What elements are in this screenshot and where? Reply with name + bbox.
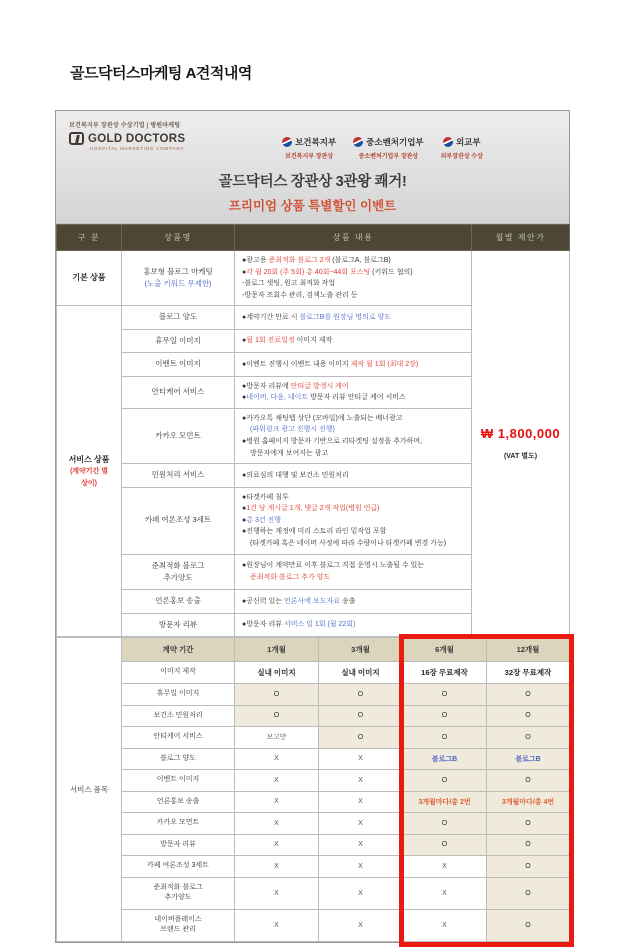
matrix-row-label: 안티케어 서비스	[122, 727, 235, 749]
badge-header	[282, 136, 336, 148]
text-segment: 기본 상품	[72, 273, 106, 283]
text-segment: ●광고용	[242, 257, 269, 264]
matrix-value-cell: 블로그B	[487, 748, 570, 770]
product-content-cell	[235, 329, 472, 352]
government-emblem-icon	[443, 137, 453, 147]
matrix-value-cell: X	[235, 813, 319, 835]
text-segment: ●카카오톡 채팅탭 상단 (모바일)에 노출되는 배너광고	[242, 414, 403, 422]
content-line	[242, 424, 464, 436]
matrix-row-label: 이미지 제작	[122, 662, 235, 684]
promo-banner	[56, 111, 569, 224]
text-segment: 방문자 리뷰	[158, 619, 198, 629]
matrix-column-header: 12개월	[487, 638, 570, 662]
name-line	[124, 619, 232, 631]
award-badge	[441, 136, 483, 160]
award-badge	[353, 136, 423, 160]
name-line	[124, 335, 232, 347]
content-line	[242, 560, 464, 572]
matrix-value-cell: X	[319, 770, 403, 792]
text-segment: 언론사에 보도자료	[283, 597, 340, 605]
matrix-value-cell: O	[235, 684, 319, 706]
text-segment: 추가양도	[163, 573, 193, 583]
matrix-value-cell: 3개월마다/총 4번	[487, 791, 570, 813]
content-line	[242, 538, 464, 550]
group-label-line	[58, 453, 120, 467]
matrix-value-cell: X	[403, 856, 487, 878]
table-row	[57, 251, 570, 306]
matrix-value-cell: 16장 무료제작	[403, 662, 487, 684]
products-table-wrap	[56, 224, 569, 637]
text-segment: -블로그 셋팅, 원고 최적화 작업	[242, 280, 336, 288]
text-segment: ●방문자 리뷰	[242, 621, 284, 629]
group-cell	[57, 251, 122, 306]
matrix-value-cell: X	[235, 909, 319, 941]
product-content-cell	[235, 376, 472, 408]
table-row	[57, 662, 570, 684]
award-label: 외부장관상 수상	[440, 154, 483, 160]
gold-doctors-logo-icon	[69, 132, 84, 145]
text-segment: 준최적화 블로그 2개	[268, 257, 331, 264]
text-segment: ●의료심의 대행 및 보건소 민원처리	[242, 471, 349, 479]
text-segment: 휴무일 이미지	[155, 335, 201, 345]
badge-header	[441, 136, 483, 148]
matrix-value-cell: O	[487, 684, 570, 706]
content-line	[242, 255, 464, 267]
table-row	[57, 877, 570, 909]
text-segment: -방문자 조회수 관리, 검색노출 관리 등	[242, 291, 358, 299]
badge-header	[353, 136, 423, 148]
matrix-value-cell: O	[487, 705, 570, 727]
product-name-cell	[122, 613, 235, 636]
text-segment: (블로그A, 블로그B)	[330, 257, 391, 264]
product-name-cell	[122, 464, 235, 487]
matrix-row-label: 카카오 모먼트	[122, 813, 235, 835]
product-name-cell	[122, 487, 235, 554]
table-row	[57, 705, 570, 727]
name-line	[124, 430, 232, 442]
text-segment: ●공신력 있는	[242, 597, 284, 605]
table-row	[57, 791, 570, 813]
matrix-row-label: 준최적화 블로그 추가양도	[122, 877, 235, 909]
matrix-value-cell: O	[319, 705, 403, 727]
matrix-value-cell: X	[403, 877, 487, 909]
matrix-value-cell: O	[487, 909, 570, 941]
text-segment: ●	[242, 337, 247, 345]
plan-matrix-wrap	[56, 637, 569, 942]
name-line	[124, 595, 232, 607]
matrix-value-cell: X	[235, 856, 319, 878]
brand-subtitle: HOSPITAL MARKETING COMPANY	[90, 146, 185, 151]
content-line	[242, 312, 464, 324]
product-content-cell	[235, 590, 472, 613]
header-row	[57, 225, 570, 251]
matrix-value-cell: O	[487, 813, 570, 835]
table-row	[57, 909, 570, 941]
text-segment: 홍보형 블로그 마케팅	[143, 266, 213, 276]
matrix-value-cell: O	[319, 684, 403, 706]
text-segment: 각 월 20회 (주 5회) 총 40회~44회 포스팅	[246, 268, 371, 276]
price-note: (VAT 별도)	[503, 453, 538, 461]
matrix-value-cell: O	[235, 705, 319, 727]
matrix-value-cell: O	[319, 727, 403, 749]
content-line	[242, 335, 464, 347]
matrix-value-cell: 실내 이미지	[235, 662, 319, 684]
group-cell	[57, 306, 122, 637]
name-line	[124, 278, 232, 290]
matrix-header-row	[57, 638, 570, 662]
text-segment: 방문자에게 보여지는 광고	[250, 449, 329, 457]
text-segment: (타겟카페 혹은 네이버 사정에 따라 수량이나 타겟카페 변경 가능)	[250, 540, 447, 548]
content-line	[242, 572, 464, 584]
table-row	[57, 834, 570, 856]
matrix-value-cell: X	[235, 748, 319, 770]
service-items-group-cell: 서비스 품목	[57, 638, 122, 942]
product-content-cell	[235, 408, 472, 463]
table-row	[57, 727, 570, 749]
matrix-value-cell: O	[403, 684, 487, 706]
logo-tagline: 보건복지부 장관상 수상기업 | 병원마케팅	[69, 123, 181, 129]
matrix-value-cell: X	[235, 791, 319, 813]
government-emblem-icon	[282, 137, 292, 147]
product-content-cell	[235, 613, 472, 636]
table-row	[57, 684, 570, 706]
product-content-cell	[235, 487, 472, 554]
logo-block	[69, 120, 185, 151]
matrix-value-cell: O	[403, 813, 487, 835]
award-label: 중소벤처기업부 장관상	[358, 154, 419, 160]
text-segment: ●	[242, 394, 247, 402]
column-header: 상품 내용	[235, 225, 472, 251]
text-segment: ●병원 홈페이지 방문자 기반으로 리타겟팅 설정을 추가하며,	[242, 438, 423, 445]
name-line	[124, 560, 232, 572]
text-segment: ●	[242, 505, 247, 513]
name-line	[124, 358, 232, 370]
column-header: 상품명	[122, 225, 235, 251]
name-line	[124, 514, 232, 526]
product-name-cell	[122, 306, 235, 329]
matrix-value-cell: X	[319, 877, 403, 909]
text-segment: 안티케어 서비스	[151, 386, 205, 396]
table-row	[57, 770, 570, 792]
text-segment: 서비스 일 1회 (월 22회)	[283, 621, 356, 629]
text-segment: 총 3건 진행	[246, 516, 282, 524]
matrix-value-cell: X	[319, 834, 403, 856]
text-segment: 안티글 발생시 케어	[290, 382, 349, 390]
text-segment: 블로그 양도	[158, 312, 198, 322]
matrix-row-label: 보건소 민원처리	[122, 705, 235, 727]
matrix-value-cell: 블로그B	[403, 748, 487, 770]
matrix-value-cell: O	[403, 727, 487, 749]
table-row	[57, 748, 570, 770]
price-cell	[472, 251, 570, 637]
product-content-cell	[235, 554, 472, 590]
matrix-column-header: 1개월	[235, 638, 319, 662]
column-header: 월별 제안가	[472, 225, 570, 251]
matrix-value-cell: O	[487, 727, 570, 749]
text-segment: 송출	[339, 597, 356, 605]
product-content-cell	[235, 464, 472, 487]
banner-headline: 골드닥터스 장관상 3관왕 쾌거!	[218, 174, 407, 190]
content-line	[242, 290, 464, 302]
name-line	[124, 572, 232, 584]
product-name-cell	[122, 408, 235, 463]
product-name-cell	[122, 353, 235, 376]
content-line	[242, 596, 464, 608]
text-segment: 1건 당 게시글 1개, 댓글 2개 작업(병원 언급)	[246, 505, 380, 513]
plan-matrix-table	[56, 637, 570, 942]
content-line	[242, 413, 464, 425]
name-line	[124, 311, 232, 323]
matrix-value-cell: O	[487, 770, 570, 792]
text-segment: ●방문자 리뷰에	[242, 382, 291, 390]
text-segment: 월 1회 진료일정	[246, 337, 295, 345]
table-row	[57, 856, 570, 878]
name-line	[124, 386, 232, 398]
text-segment: 카카오 모먼트	[155, 430, 201, 440]
text-segment: 카페 여론조성 3세트	[144, 515, 212, 525]
content-line	[242, 470, 464, 482]
ministry-name: 보건복지부	[295, 137, 337, 147]
text-segment: 준최적화 블로그 추가 양도	[250, 574, 331, 582]
column-header: 구 분	[57, 225, 122, 251]
product-name-cell	[122, 554, 235, 590]
text-segment: 준최적화 블로그	[151, 560, 205, 570]
text-segment: ●	[242, 268, 247, 276]
text-segment: (키워드 협의)	[370, 268, 413, 276]
group-label-line	[58, 466, 120, 478]
matrix-column-header: 3개월	[319, 638, 403, 662]
matrix-value-cell: O	[403, 770, 487, 792]
matrix-value-cell: X	[319, 813, 403, 835]
matrix-row-label: 휴무일 이미지	[122, 684, 235, 706]
group-label-line	[58, 271, 120, 285]
content-line	[242, 359, 464, 371]
content-line	[242, 278, 464, 290]
matrix-value-cell: 32장 무료제작	[487, 662, 570, 684]
brand-name: GOLD DOCTORS	[88, 132, 186, 145]
group-label-line	[58, 478, 120, 490]
text-segment: 언론홍보 송출	[155, 596, 201, 606]
matrix-value-cell: O	[403, 705, 487, 727]
text-segment: ●타겟카페 침투	[242, 493, 289, 501]
text-segment: 제작 월 1회 (최대 2장)	[350, 360, 419, 368]
content-line	[242, 526, 464, 538]
product-name-cell	[122, 329, 235, 352]
product-content-cell	[235, 353, 472, 376]
ministry-name: 외교부	[455, 137, 481, 147]
matrix-value-cell: X	[235, 877, 319, 909]
content-line	[242, 392, 464, 404]
matrix-value-cell: 실내 이미지	[319, 662, 403, 684]
content-line	[242, 515, 464, 527]
text-segment: 블로그B를 원장님 명의로 양도	[299, 313, 392, 321]
text-segment: 방문자 리뷰 안티글 케어 서비스	[308, 394, 406, 402]
name-line	[124, 266, 232, 278]
matrix-value-cell: X	[319, 791, 403, 813]
government-emblem-icon	[353, 137, 363, 147]
text-segment: 네이버, 다음, 네이트	[246, 394, 309, 402]
award-label: 보건복지부 장관상	[285, 154, 334, 160]
matrix-column-header: 계약 기간	[122, 638, 235, 662]
matrix-row-label: 블로그 양도	[122, 748, 235, 770]
text-segment: ●이벤트 진행시 이벤트 내용 이미지	[242, 360, 351, 368]
matrix-row-label: 카페 여론조성 3세트	[122, 856, 235, 878]
content-line	[242, 436, 464, 448]
text-segment: (파워링크 광고 진행시 진행)	[250, 426, 335, 434]
banner-subheadline: 프리미엄 상품 특별할인 이벤트	[228, 199, 397, 213]
matrix-row-label: 언론홍보 송출	[122, 791, 235, 813]
products-table	[56, 224, 570, 637]
content-line	[242, 492, 464, 504]
ministry-name: 중소벤처기업부	[366, 137, 424, 147]
product-name-cell	[122, 376, 235, 408]
matrix-value-cell: O	[487, 856, 570, 878]
text-segment: ●진행하는 계정에 미리 스토리 라인 밑작업 포함	[242, 528, 387, 536]
matrix-value-cell: X	[319, 748, 403, 770]
table-row	[57, 813, 570, 835]
matrix-value-cell: X	[319, 856, 403, 878]
text-segment: 서비스 상품	[68, 454, 110, 464]
matrix-value-cell: O	[487, 834, 570, 856]
text-segment: ●계약기간 만료 시	[242, 313, 300, 321]
award-badges	[206, 136, 559, 160]
page-title: 골드닥터스마케팅 A견적내역	[70, 65, 252, 82]
matrix-value-cell: X	[319, 909, 403, 941]
text-segment: (계약기간 별	[69, 468, 109, 476]
matrix-column-header: 6개월	[403, 638, 487, 662]
matrix-row-label: 방문자 리뷰	[122, 834, 235, 856]
content-line	[242, 619, 464, 631]
matrix-value-cell: X	[235, 834, 319, 856]
text-segment: 상이)	[81, 480, 97, 488]
text-segment: 민원처리 서비스	[151, 470, 205, 480]
name-line	[124, 469, 232, 481]
text-segment: ●원장님이 계약만료 이후 블로그 직접 운영시 노출될 수 있는	[242, 562, 425, 570]
matrix-value-cell: X	[235, 770, 319, 792]
product-name-cell	[122, 251, 235, 306]
content-line	[242, 503, 464, 515]
content-line	[242, 448, 464, 460]
matrix-value-cell: 보고만	[235, 727, 319, 749]
text-segment: 이미지 제작	[294, 337, 333, 345]
matrix-value-cell: O	[403, 834, 487, 856]
matrix-row-label: 네이버플레이스 브랜드 관리	[122, 909, 235, 941]
product-content-cell	[235, 251, 472, 306]
product-content-cell	[235, 306, 472, 329]
text-segment: 이벤트 이미지	[155, 359, 201, 369]
quote-box	[55, 110, 570, 943]
content-line	[242, 267, 464, 279]
matrix-row-label: 이벤트 이미지	[122, 770, 235, 792]
text-segment: ●	[242, 516, 247, 524]
award-badge	[282, 136, 336, 160]
content-line	[242, 381, 464, 393]
product-name-cell	[122, 590, 235, 613]
matrix-value-cell: X	[403, 909, 487, 941]
price-value: ₩ 1,800,000	[480, 426, 561, 442]
matrix-value-cell: O	[487, 877, 570, 909]
matrix-value-cell: 3개월마다/총 2번	[403, 791, 487, 813]
text-segment: (노출 키워드 무제한)	[144, 279, 212, 289]
